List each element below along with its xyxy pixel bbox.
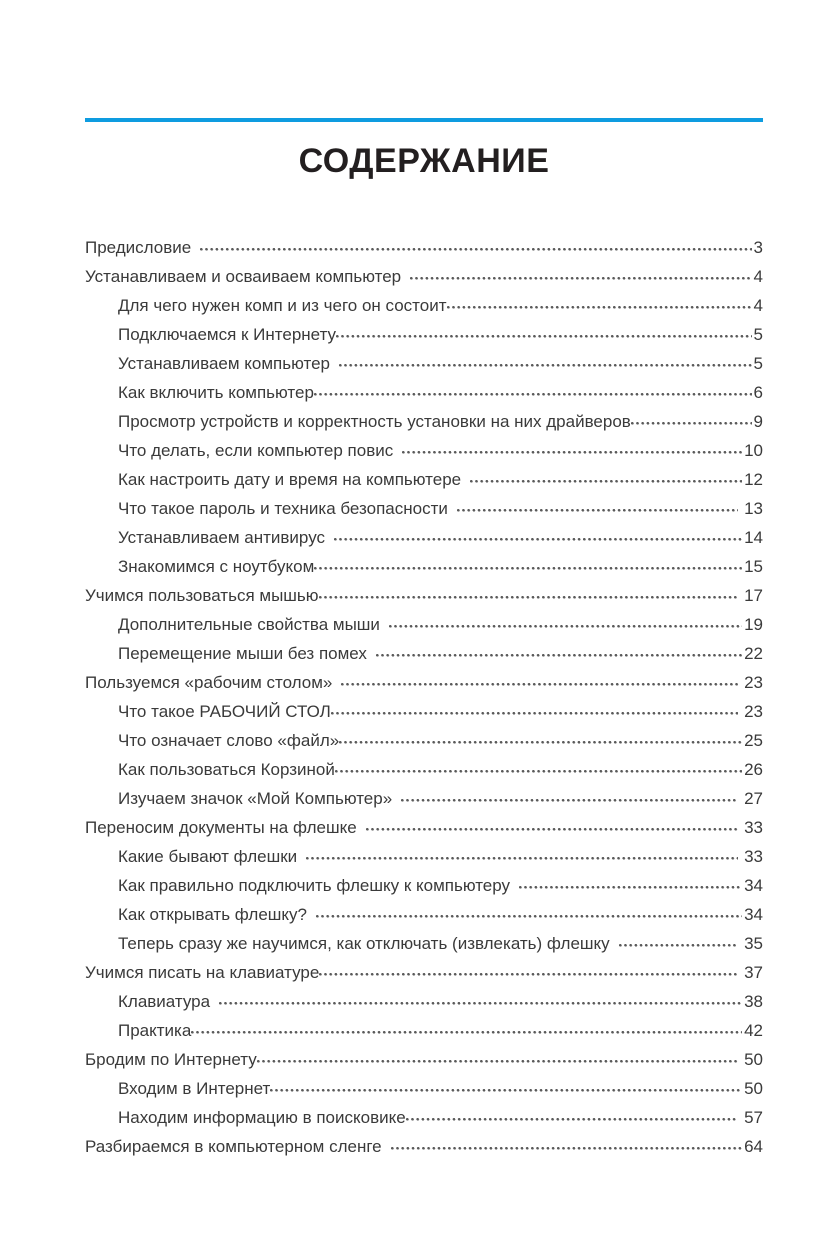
toc-page-number: 12 (744, 470, 763, 490)
toc-entry-title: Как включить компьютер (118, 383, 314, 403)
toc-leader-dots (336, 335, 751, 339)
toc-entry-title: Просмотр устройств и корректность установки на них драйверов (118, 412, 631, 432)
toc-entry[interactable] (85, 608, 763, 637)
toc-entry[interactable] (85, 1043, 763, 1072)
toc-entry-title: Учимся пользоваться мышью (85, 586, 319, 606)
toc-leader-dots (457, 509, 738, 513)
toc-entry[interactable] (85, 289, 763, 318)
toc-entry[interactable] (85, 579, 763, 608)
toc-leader-dots (306, 857, 738, 861)
toc-leader-dots (389, 625, 742, 629)
toc-page-number: 5 (753, 325, 763, 345)
toc-leader-dots (519, 886, 742, 890)
toc-entry-title: Для чего нужен комп и из чего он состоит (118, 296, 447, 316)
toc-entry-title: Как открывать флешку? (118, 905, 307, 925)
toc-leader-dots (447, 306, 752, 310)
toc-leader-dots (319, 596, 739, 600)
toc-entry[interactable] (85, 231, 763, 260)
toc-entry-title: Учимся писать на клавиатуре (85, 963, 320, 983)
page-title: СОДЕРЖАНИЕ (298, 142, 550, 180)
toc-page-number: 9 (753, 412, 763, 432)
toc-entry[interactable] (85, 1130, 763, 1159)
toc-entry-title: Дополнительные свойства мыши (118, 615, 380, 635)
toc-entry[interactable] (85, 463, 763, 492)
toc-leader-dots (366, 828, 738, 832)
toc-page-number: 34 (744, 905, 763, 925)
toc-page-number: 27 (744, 789, 763, 809)
toc-page-number: 42 (744, 1021, 763, 1041)
toc-leader-dots (341, 683, 738, 687)
toc-page-number: 38 (744, 992, 763, 1012)
toc-entry-title: Устанавливаем компьютер (118, 354, 330, 374)
toc-entry-title: Практика (118, 1021, 192, 1041)
toc-page-number: 19 (744, 615, 763, 635)
toc-leader-dots (191, 1031, 742, 1035)
toc-entry-title: Что означает слово «файл» (118, 731, 340, 751)
toc-leader-dots (339, 364, 752, 368)
toc-entry-title: Как правильно подключить флешку к компьютеру (118, 876, 511, 896)
toc-page-number: 37 (744, 963, 763, 983)
toc-entry-title: Что такое пароль и техника безопасности (118, 499, 448, 519)
toc-entry-title: Пользуемся «рабочим столом» (85, 673, 333, 693)
toc-entry[interactable] (85, 260, 763, 289)
toc-page-number: 14 (744, 528, 763, 548)
toc-entry[interactable] (85, 666, 763, 695)
toc-leader-dots (619, 944, 738, 948)
toc-page-number: 64 (744, 1137, 763, 1157)
toc-page-number: 3 (753, 238, 763, 258)
toc-entry[interactable] (85, 1072, 763, 1101)
toc-entry-title: Знакомимся с ноутбуком (118, 557, 315, 577)
toc-entry-title: Клавиатура (118, 992, 211, 1012)
toc-leader-dots (401, 799, 738, 803)
toc-leader-dots (331, 712, 738, 716)
toc-entry[interactable] (85, 550, 763, 579)
toc-page-number: 23 (744, 673, 763, 693)
toc-entry-title: Входим в Интернет (118, 1079, 271, 1099)
toc-entry[interactable] (85, 927, 763, 956)
toc-page-number: 13 (744, 499, 763, 519)
toc-page-number: 50 (744, 1050, 763, 1070)
toc-leader-dots (334, 538, 742, 542)
toc-entry-title: Как пользоваться Корзиной (118, 760, 335, 780)
toc-entry-title: Что делать, если компьютер повис (118, 441, 394, 461)
toc-entry-title: Бродим по Интернету (85, 1050, 257, 1070)
toc-entry-title: Перемещение мыши без помех (118, 644, 367, 664)
toc-entry[interactable] (85, 695, 763, 724)
toc-entry-title: Находим информацию в поисковике (118, 1108, 406, 1128)
toc-leader-dots (219, 1002, 742, 1006)
toc-page-number: 57 (744, 1108, 763, 1128)
toc-page-number: 25 (744, 731, 763, 751)
toc-leader-dots (335, 770, 742, 774)
toc-entry[interactable] (85, 405, 763, 434)
toc-entry-title: Теперь сразу же научимся, как отключать (извлекать) флешку (118, 934, 610, 954)
toc-page-number: 33 (744, 847, 763, 867)
toc-leader-dots (376, 654, 742, 658)
toc-page-number: 33 (744, 818, 763, 838)
toc-page-number: 34 (744, 876, 763, 896)
toc-leader-dots (200, 248, 751, 252)
toc-leader-dots (339, 741, 742, 745)
toc-entry-title: Какие бывают флешки (118, 847, 298, 867)
toc-leader-dots (406, 1118, 738, 1122)
toc-entry[interactable] (85, 898, 763, 927)
toc-page-number: 15 (744, 557, 763, 577)
toc-entry-title: Переносим документы на флешке (85, 818, 357, 838)
toc-entry[interactable] (85, 782, 763, 811)
toc-leader-dots (270, 1089, 742, 1093)
toc-entry-title: Подключаемся к Интернету (118, 325, 337, 345)
toc-page-number: 26 (744, 760, 763, 780)
toc-page-number: 17 (744, 586, 763, 606)
toc-leader-dots (631, 422, 752, 426)
toc-entry[interactable] (85, 869, 763, 898)
toc-entry[interactable] (85, 840, 763, 869)
toc-page-number: 50 (744, 1079, 763, 1099)
page-content (85, 118, 763, 1159)
toc-entry[interactable] (85, 521, 763, 550)
toc-entry[interactable] (85, 956, 763, 985)
toc-page-number: 6 (753, 383, 763, 403)
toc-leader-dots (470, 480, 742, 484)
toc-leader-dots (316, 915, 742, 919)
toc-leader-dots (391, 1147, 742, 1151)
toc-leader-dots (402, 451, 742, 455)
toc-entry-title: Что такое РАБОЧИЙ СТОЛ (118, 702, 331, 722)
toc-page-number: 10 (744, 441, 763, 461)
toc-leader-dots (410, 277, 751, 281)
toc-leader-dots (257, 1060, 738, 1064)
toc-page-number: 5 (753, 354, 763, 374)
toc-entry-title: Как настроить дату и время на компьютере (118, 470, 462, 490)
toc-entry[interactable] (85, 1101, 763, 1130)
toc-entry-title: Устанавливаем и осваиваем компьютер (85, 267, 402, 287)
toc-entry-title: Разбираемся в компьютерном сленге (85, 1137, 382, 1157)
toc-leader-dots (319, 973, 738, 977)
toc-leader-dots (314, 393, 752, 397)
toc-entry[interactable] (85, 985, 763, 1014)
toc-entry[interactable] (85, 811, 763, 840)
toc-page-number: 35 (744, 934, 763, 954)
toc-page-number: 4 (753, 296, 763, 316)
toc-entry[interactable] (85, 318, 763, 347)
toc-entry-title: Предисловие (85, 238, 192, 258)
toc-entry[interactable] (85, 724, 763, 753)
toc-entry[interactable] (85, 434, 763, 463)
toc-page-number: 4 (753, 267, 763, 287)
toc-entry-title: Изучаем значок «Мой Компьютер» (118, 789, 393, 809)
toc-entry[interactable] (85, 376, 763, 405)
toc-entry[interactable] (85, 1014, 763, 1043)
toc-leader-dots (314, 567, 742, 571)
toc-page-number: 22 (744, 644, 763, 664)
toc-entry[interactable] (85, 347, 763, 376)
toc-entry[interactable] (85, 492, 763, 521)
toc-entry[interactable] (85, 753, 763, 782)
table-of-contents (85, 181, 763, 1159)
toc-entry-title: Устанавливаем антивирус (118, 528, 325, 548)
toc-page-number: 23 (744, 702, 763, 722)
toc-entry[interactable] (85, 637, 763, 666)
